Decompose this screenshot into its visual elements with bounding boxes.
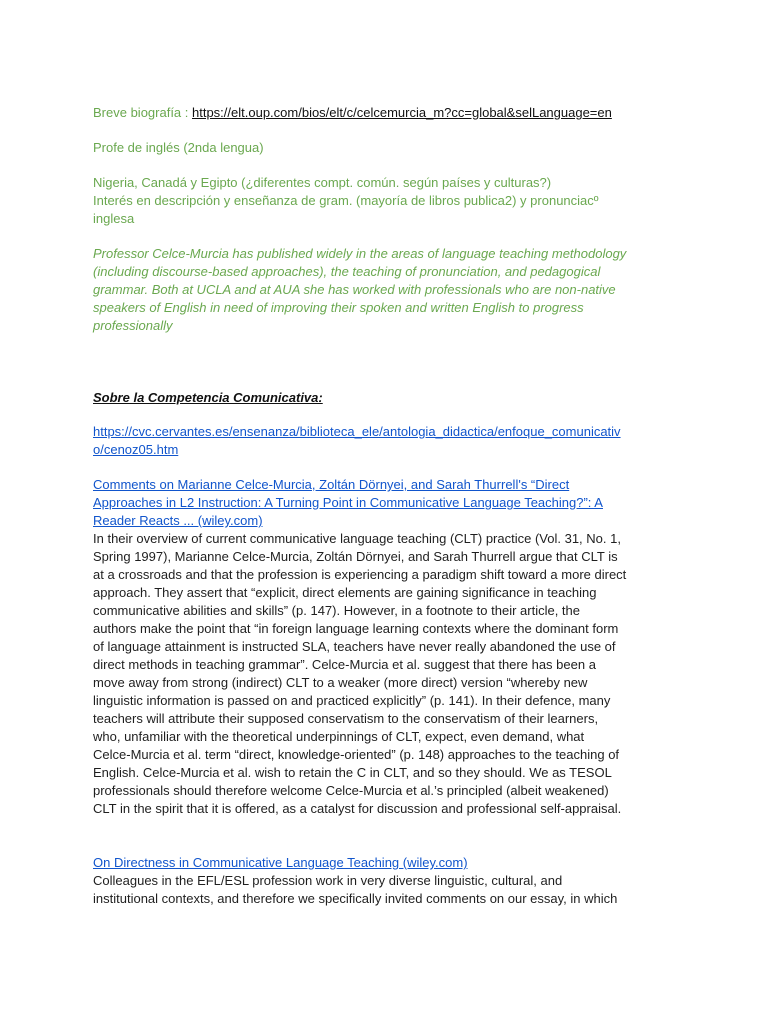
quote-line: Professor Celce-Murcia has published widely in the areas of language teaching methodology (93, 246, 627, 261)
article-title-line[interactable]: Comments on Marianne Celce-Murcia, Zoltán Dörnyei, and Sarah Thurrell's “Direct (93, 477, 570, 492)
section-heading: Sobre la Competencia Comunicativa: (93, 390, 323, 405)
article-2 (93, 854, 677, 908)
body-line: In their overview of current communicative language teaching (CLT) practice (Vol. 31, No. 1, (93, 531, 621, 546)
bio-label: Breve biografía : (93, 105, 192, 120)
note-line: inglesa (93, 211, 135, 226)
quote-line: (including discourse-based approaches), the teaching of pronunciation, and pedagogical (93, 264, 601, 279)
body-line: linguistic information is passed on and practiced explicitly” (p. 141). In their defence, many (93, 693, 611, 708)
body-line: professionals should therefore welcome Celce-Murcia et al.’s principled (albeit weakened) (93, 783, 609, 798)
body-line: Colleagues in the EFL/ESL profession work in very diverse linguistic, cultural, and (93, 873, 563, 888)
bio-quote (93, 245, 677, 335)
article-2-title-link[interactable]: On Directness in Communicative Language Teaching (wiley.com) (93, 855, 468, 870)
bio-link[interactable]: https://elt.oup.com/bios/elt/c/celcemurcia_m?cc=global&selLanguage=en (192, 105, 612, 120)
note-line: Interés en descripción y enseñanza de gram. (mayoría de libros publica2) y pronunciacº (93, 193, 599, 208)
body-line: CLT in the spirit that it is offered, as a catalyst for discussion and professional self-appraisal. (93, 801, 622, 816)
role-text: Profe de inglés (2nda lengua) (93, 140, 264, 155)
cervantes-link-line[interactable]: https://cvc.cervantes.es/ensenanza/biblioteca_ele/antologia_didactica/enfoque_comunicativ (93, 424, 621, 439)
bio-line (93, 104, 677, 122)
article-1-title-link[interactable] (93, 476, 677, 530)
quote-line: grammar. Both at UCLA and at AUA she has worked with professionals who are non-native (93, 282, 616, 297)
body-line: communicative abilities and skills” (p. 147). However, in a footnote to their article, the (93, 603, 581, 618)
article-title-line[interactable]: Reader Reacts ... (wiley.com) (93, 513, 263, 528)
note-line: Nigeria, Canadá y Egipto (¿diferentes compt. común. según países y culturas?) (93, 175, 552, 190)
quote-line: professionally (93, 318, 173, 333)
body-line: Spring 1997), Marianne Celce-Murcia, Zoltán Dörnyei, and Sarah Thurrell argue that CLT is (93, 549, 618, 564)
cervantes-link-line[interactable]: o/cenoz05.htm (93, 442, 179, 457)
cervantes-link[interactable] (93, 423, 677, 459)
body-line: teachers will attribute their supposed conservatism to the conservatism of their learners, (93, 711, 599, 726)
body-line: direct methods in teaching grammar”. Celce-Murcia et al. suggest that there has been a (93, 657, 596, 672)
body-line: of language attainment is instructed SLA, teachers have never really abandoned the use of (93, 639, 616, 654)
article-title-line[interactable]: Approaches in L2 Instruction: A Turning Point in Communicative Language Teaching?”: A (93, 495, 603, 510)
quote-line: speakers of English in need of improving their spoken and written English to progress (93, 300, 584, 315)
body-line: who, unfamiliar with the theoretical underpinnings of CLT, expect, even demand, what (93, 729, 585, 744)
body-line: institutional contexts, and therefore we specifically invited comments on our essay, in which (93, 891, 618, 906)
document-page (93, 104, 677, 908)
body-line: English. Celce-Murcia et al. wish to retain the C in CLT, and so they should. We as TESOL (93, 765, 612, 780)
notes-block (93, 174, 677, 228)
body-line: approach. They assert that “explicit, direct elements are gaining significance in teaching (93, 585, 597, 600)
body-line: move away from strong (indirect) CLT to a weaker (more direct) version “whereby new (93, 675, 588, 690)
article-1 (93, 476, 677, 818)
body-line: at a crossroads and that the profession is experiencing a paradigm shift toward a more direct (93, 567, 627, 582)
article-1-body (93, 530, 677, 818)
body-line: Celce-Murcia et al. term “direct, knowledge-oriented” (p. 148) approaches to the teaching of (93, 747, 620, 762)
body-line: authors make the point that “in foreign language learning contexts where the dominant form (93, 621, 619, 636)
